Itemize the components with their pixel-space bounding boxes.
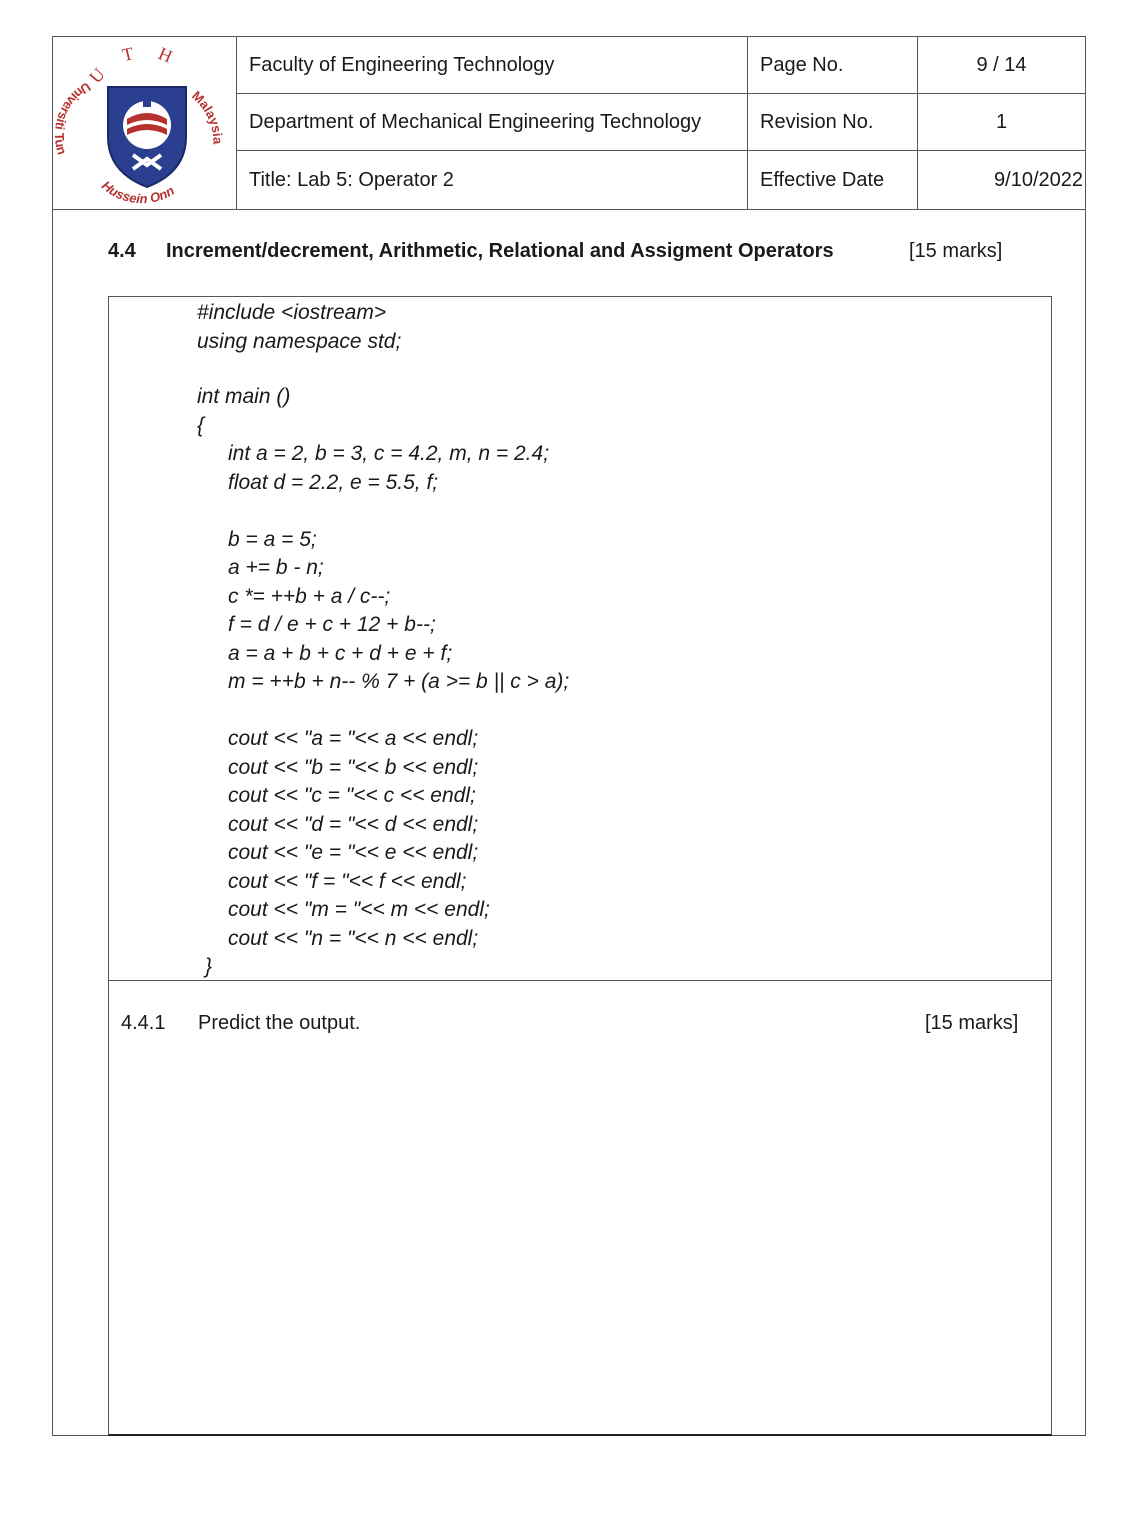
- code-line: cout << "e = "<< e << endl;: [228, 841, 479, 864]
- section-title: Increment/decrement, Arithmetic, Relational and Assigment Operators: [166, 240, 834, 262]
- code-line: cout << "b = "<< b << endl;: [228, 756, 479, 779]
- code-line: cout << "c = "<< c << endl;: [228, 784, 476, 807]
- code-line: f = d / e + c + 12 + b--;: [228, 613, 436, 636]
- logo-arc-left: Universiti Tun: [53, 79, 94, 157]
- question-text: Predict the output.: [198, 1012, 361, 1034]
- code-line: a += b - n;: [228, 556, 324, 579]
- document-header: [53, 37, 1085, 210]
- code-line: cout << "d = "<< d << endl;: [228, 813, 479, 836]
- svg-text:U T H M: [53, 37, 198, 87]
- code-box: [108, 296, 1052, 1436]
- svg-text:Universiti Tun: [53, 79, 93, 156]
- code-line: using namespace std;: [197, 330, 402, 353]
- logo-arc-top: U T H: [85, 41, 184, 88]
- code-line: cout << "a = "<< a << endl;: [228, 727, 479, 750]
- question-number: 4.4.1: [121, 1012, 166, 1034]
- code-listing: [109, 297, 1051, 981]
- code-line: float d = 2.2, e = 5.5, f;: [228, 471, 439, 494]
- section-number: 4.4: [108, 240, 136, 262]
- document-title: Title: Lab 5: Operator 2: [237, 151, 748, 210]
- logo-arc-bottom: Hussein Onn: [98, 177, 177, 207]
- logo-cell: [53, 37, 237, 210]
- uthm-logo: [53, 37, 237, 210]
- section-marks: [15 marks]: [909, 240, 1003, 262]
- code-line: m = ++b + n-- % 7 + (a >= b || c > a);: [228, 670, 570, 693]
- revision-no-label: Revision No.: [748, 94, 918, 151]
- code-line: {: [197, 414, 205, 437]
- code-line: cout << "m = "<< m << endl;: [228, 898, 490, 921]
- shield-icon: [108, 87, 186, 187]
- effective-date-label: Effective Date: [748, 151, 918, 210]
- page-no-value: 9 / 14: [918, 37, 1085, 94]
- code-line: cout << "n = "<< n << endl;: [228, 927, 479, 950]
- code-line: int a = 2, b = 3, c = 4.2, m, n = 2.4;: [228, 442, 550, 465]
- code-line: c *= ++b + a / c--;: [228, 585, 391, 608]
- logo-arc-right: Malaysia: [189, 87, 226, 145]
- question-marks: [15 marks]: [925, 1012, 1019, 1034]
- effective-date-value: 9/10/2022: [994, 169, 1083, 191]
- code-line: cout << "f = "<< f << endl;: [228, 870, 467, 893]
- page-no-label: Page No.: [748, 37, 918, 94]
- department-name: Department of Mechanical Engineering Technology: [237, 94, 748, 151]
- faculty-name: Faculty of Engineering Technology: [237, 37, 748, 94]
- revision-no-value: 1: [918, 94, 1085, 151]
- answer-area[interactable]: [109, 1047, 1051, 1432]
- code-line: int main (): [197, 385, 291, 408]
- code-line: a = a + b + c + d + e + f;: [228, 642, 453, 665]
- code-line: #include <iostream>: [197, 301, 387, 324]
- code-line: }: [205, 955, 213, 978]
- code-line: b = a = 5;: [228, 528, 317, 551]
- section-heading: [108, 240, 1028, 263]
- svg-text:Malaysia: [189, 88, 226, 145]
